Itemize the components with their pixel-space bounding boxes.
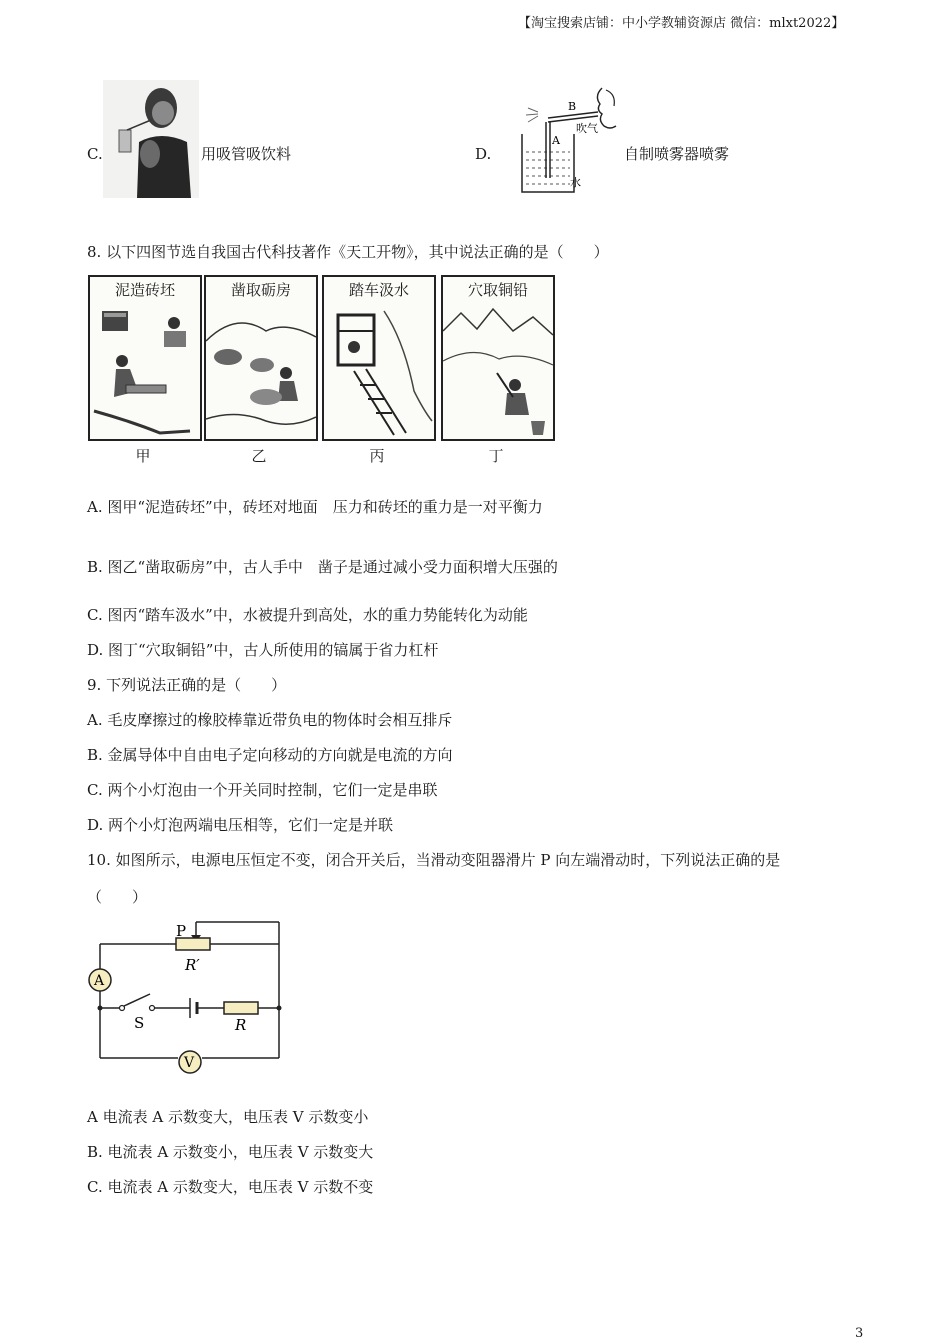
q7-option-c-letter: C.	[87, 145, 103, 163]
q8-frame-ding	[441, 275, 555, 441]
q8-option-b: B. 图乙“凿取砺房”中，古人手中 凿子是通过减小受力面积增大压强的	[87, 558, 558, 576]
q8-frame-bing-illustration	[324, 301, 434, 439]
svg-text:A: A	[94, 973, 105, 989]
q10-circuit-diagram	[84, 914, 294, 1078]
q9-option-a: A. 毛皮摩擦过的橡胶棒靠近带负电的物体时会相互排斥	[87, 711, 453, 729]
q8-frame-bing	[322, 275, 436, 441]
q7-option-c-photo	[103, 80, 199, 198]
q7-option-d-letter: D.	[475, 145, 492, 163]
svg-text:R: R	[235, 1016, 247, 1034]
q9-option-c: C. 两个小灯泡由一个开关同时控制，它们一定是串联	[87, 781, 438, 799]
q8-frame-yi-illustration	[206, 301, 316, 439]
q9-option-b: B. 金属导体中自由电子定向移动的方向就是电流的方向	[87, 746, 453, 764]
q8-frame-jia	[88, 275, 202, 441]
q8-frame-label: 丙	[369, 447, 385, 465]
q10-option-c: C. 电流表 A 示数变大，电压表 V 示数不变	[87, 1178, 374, 1196]
beaker-outline	[522, 134, 574, 192]
q8-option-c: C. 图丙“踏车汲水”中，水被提升到高处，水的重力势能转化为动能	[87, 606, 528, 624]
q7-option-c-text: 用吸管吸饮料	[201, 145, 292, 163]
svg-text:V: V	[184, 1055, 195, 1071]
face-profile	[597, 88, 616, 128]
q10-option-b: B. 电流表 A 示数变小，电压表 V 示数变大	[87, 1143, 374, 1161]
svg-text:A: A	[552, 134, 560, 147]
svg-text:P: P	[176, 922, 187, 940]
q8-frame-title: 泥造砖坯	[114, 281, 175, 299]
q8-frame-label: 甲	[135, 447, 151, 465]
q9-option-d: D. 两个小灯泡两端电压相等，它们一定是并联	[87, 816, 394, 834]
q8-frame-title: 踏车汲水	[348, 281, 409, 299]
svg-text:B: B	[568, 100, 577, 113]
q10-option-a: A 电流表 A 示数变大，电压表 V 示数变小	[87, 1108, 369, 1126]
q8-frame-label: 乙	[251, 447, 267, 465]
q8-frame-jia-illustration	[90, 301, 200, 439]
svg-text:S: S	[134, 1014, 145, 1032]
q8-stem: 8. 以下四图节选自我国古代科技著作《天工开物》，其中说法正确的是（ ）	[87, 243, 609, 261]
q8-frame-title: 凿取砺房	[230, 281, 291, 299]
q8-frame-label: 丁	[488, 447, 504, 465]
q8-frame-title: 穴取铜铅	[467, 281, 528, 299]
resistor-r	[224, 1002, 258, 1014]
q9-stem: 9. 下列说法正确的是（ ）	[87, 676, 287, 694]
page-number: 3	[855, 1326, 864, 1341]
q10-paren: （ ）	[87, 888, 148, 906]
q7-option-d-text: 自制喷雾器喷雾	[624, 145, 730, 163]
svg-text:吹气: 吹气	[576, 122, 598, 135]
q8-frame-yi	[204, 275, 318, 441]
q8-option-a: A. 图甲“泥造砖坯”中，砖坯对地面 压力和砖坯的重力是一对平衡力	[87, 498, 543, 516]
page-header: 【淘宝搜索店铺：中小学教辅资源店 微信：mlxt2022】	[518, 16, 845, 31]
q7-option-d-sprayer-diagram	[498, 82, 622, 198]
q10-stem: 10. 如图所示，电源电压恒定不变，闭合开关后，当滑动变阻器滑片 P 向左端滑动时，下列说法正确的是	[87, 851, 781, 869]
svg-text:水: 水	[570, 176, 581, 189]
q8-option-d: D. 图丁“穴取铜铅”中，古人所使用的镐属于省力杠杆	[87, 641, 439, 659]
svg-text:R′: R′	[185, 956, 200, 974]
q8-frame-ding-illustration	[443, 301, 553, 439]
